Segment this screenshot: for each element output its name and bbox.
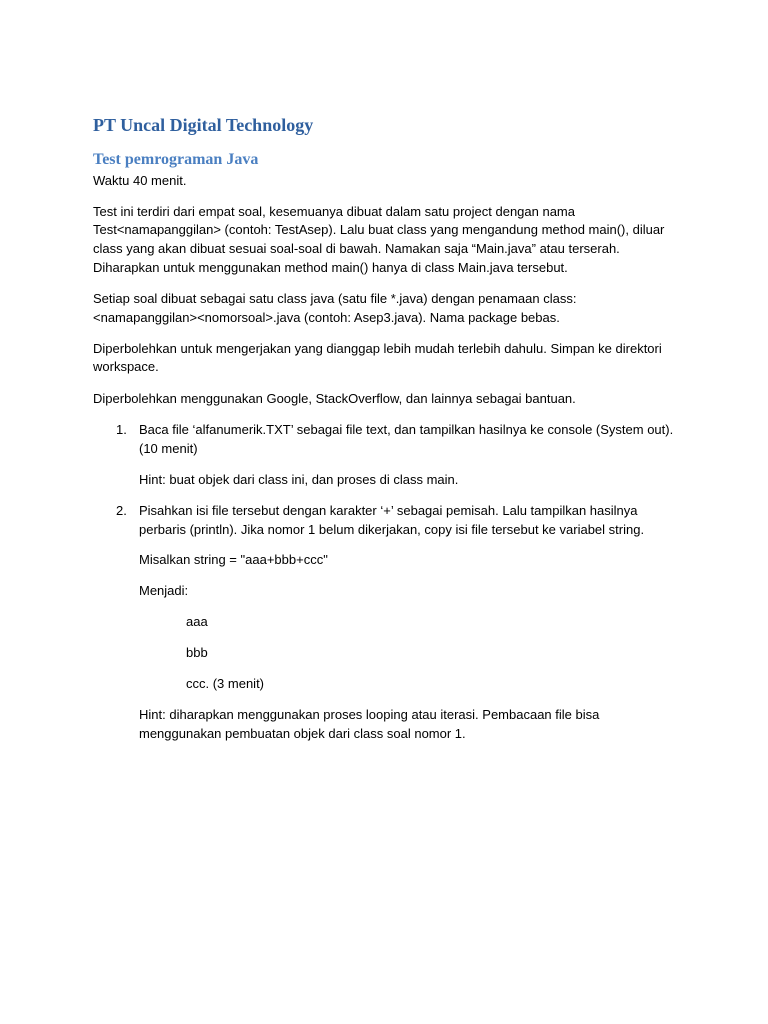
naming-line: Setiap soal dibuat sebagai satu class java (satu file *.java) dengan penamaan class: — [93, 291, 577, 306]
document-subtitle: Test pemrograman Java — [93, 151, 259, 168]
question-2-hint: menggunakan pembuatan objek dari class soal nomor 1. — [139, 726, 466, 741]
duration-text: Waktu 40 menit. — [93, 173, 187, 188]
order-line: workspace. — [93, 359, 159, 374]
question-1-line: Baca file ‘alfanumerik.TXT’ sebagai file text, dan tampilkan hasilnya ke console (System out). — [139, 422, 674, 437]
intro-line: Test<namapanggilan> (contoh: TestAsep). Lalu buat class yang mengandung method main(), diluar — [93, 222, 665, 237]
question-2-becomes: Menjadi: — [139, 583, 189, 598]
question-2-number: 2. — [116, 503, 127, 518]
question-2-line: Pisahkan isi file tersebut dengan karakter ‘+’ sebagai pemisah. Lalu tampilkan hasilnya — [139, 503, 638, 518]
question-1-number: 1. — [116, 422, 127, 437]
naming-line: <namapanggilan><nomorsoal>.java (contoh: Asep3.java). Nama package bebas. — [93, 310, 560, 325]
order-line: Diperbolehkan untuk mengerjakan yang dianggap lebih mudah terlebih dahulu. Simpan ke direktori — [93, 341, 662, 356]
question-1-line: (10 menit) — [139, 441, 198, 456]
intro-line: Test ini terdiri dari empat soal, kesemuanya dibuat dalam satu project dengan nama — [93, 204, 575, 219]
help-text: Diperbolehkan menggunakan Google, StackOverflow, dan lainnya sebagai bantuan. — [93, 391, 576, 406]
intro-line: Diharapkan untuk menggunakan method main() hanya di class Main.java tersebut. — [93, 260, 568, 275]
question-2-example: Misalkan string = "aaa+bbb+ccc" — [139, 552, 328, 567]
question-2-hint: Hint: diharapkan menggunakan proses looping atau iterasi. Pembacaan file bisa — [139, 707, 600, 722]
question-2-result: ccc. (3 menit) — [186, 676, 265, 691]
question-2-result: bbb — [186, 645, 208, 660]
intro-line: class yang akan dibuat sesuai soal-soal di bawah. Namakan saja “Main.java” atau terserah. — [93, 241, 620, 256]
question-2-line: perbaris (println). Jika nomor 1 belum dikerjakan, copy isi file tersebut ke variabel string. — [139, 522, 645, 537]
document-title: PT Uncal Digital Technology — [93, 115, 314, 135]
question-1-hint: Hint: buat objek dari class ini, dan proses di class main. — [139, 472, 459, 487]
question-2-result: aaa — [186, 614, 208, 629]
